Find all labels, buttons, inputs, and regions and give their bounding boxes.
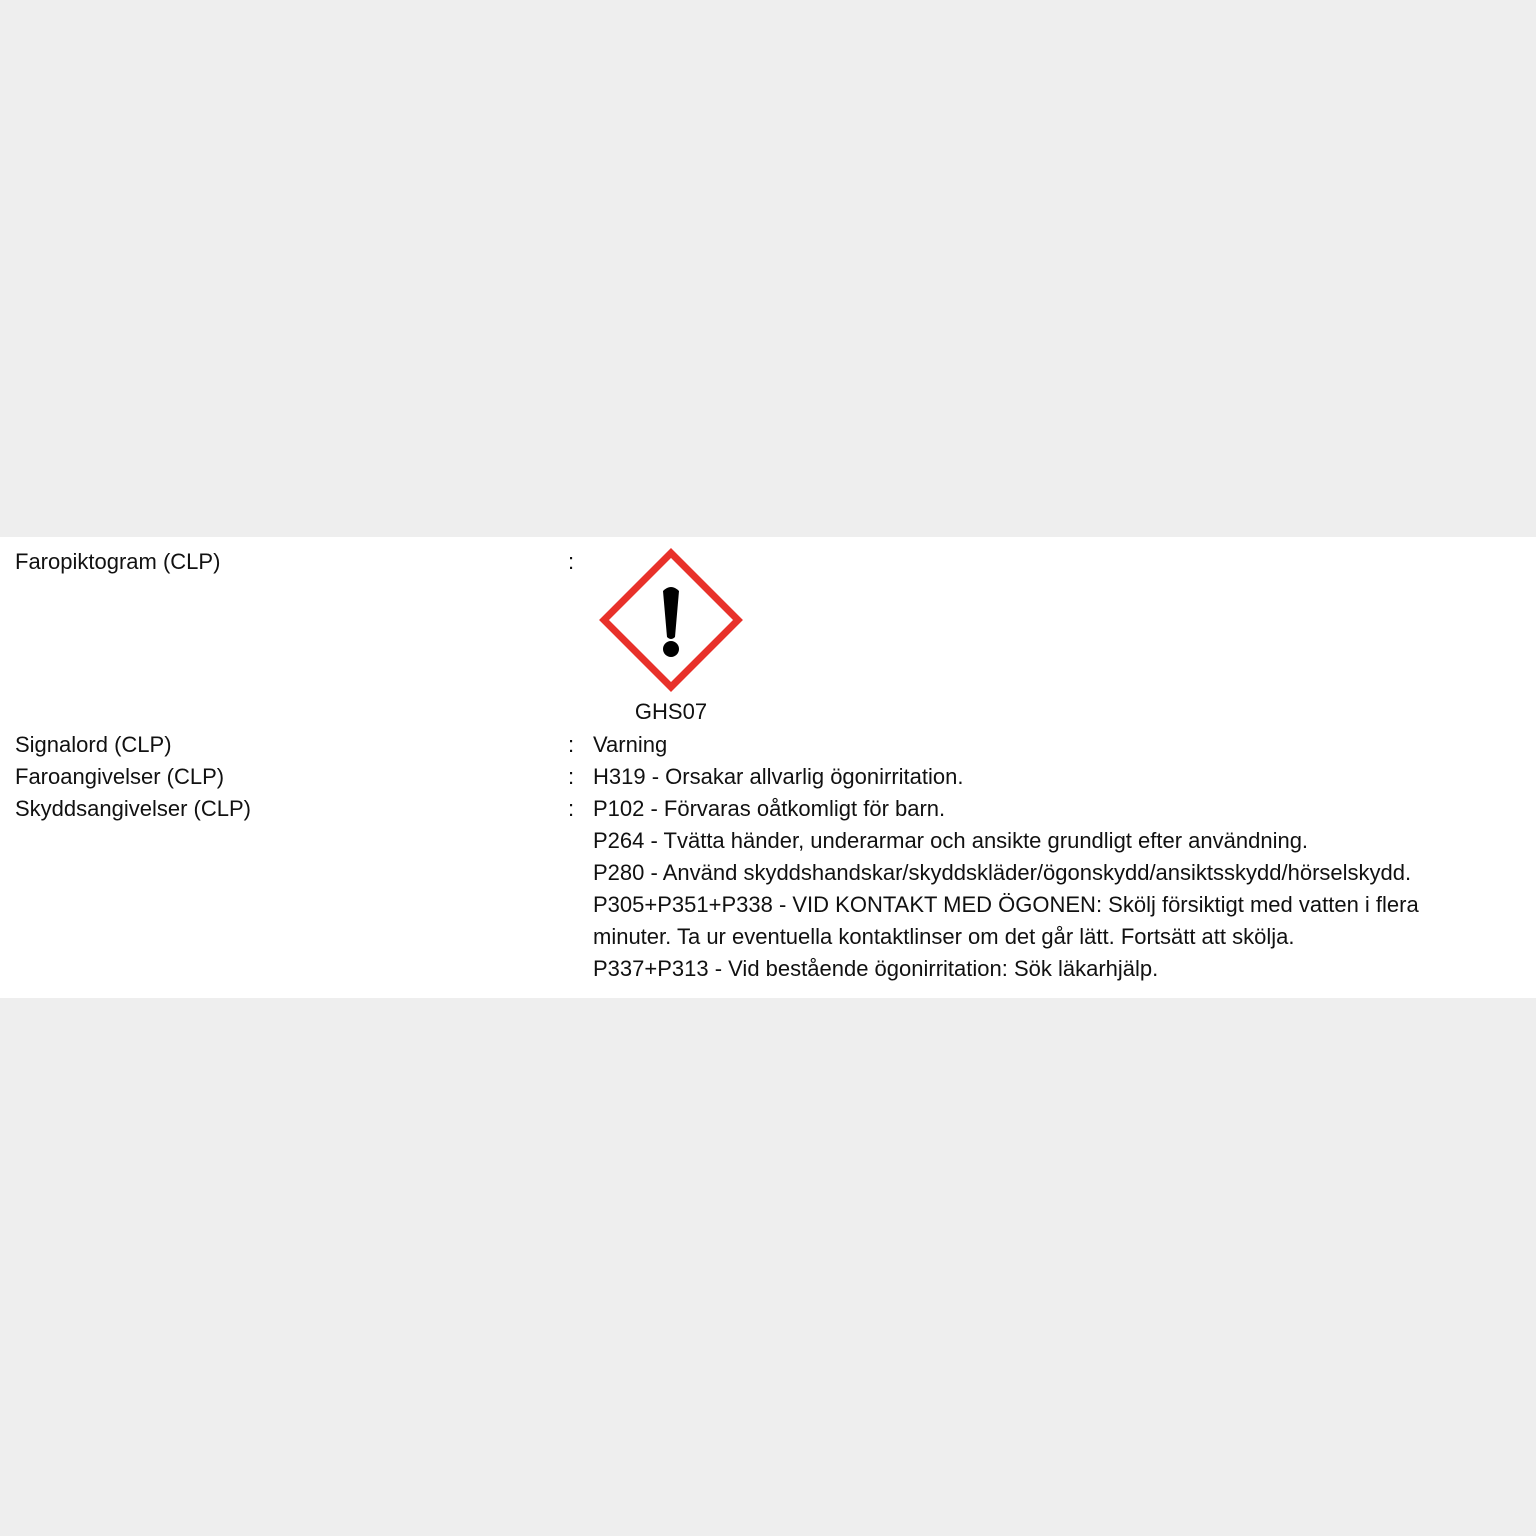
precautionary-statements-label: Skyddsangivelser (CLP)	[15, 796, 251, 821]
label-elements-section	[0, 537, 1536, 998]
precautionary-statements-colon: :	[568, 796, 575, 821]
precautionary-statement: P337+P313 - Vid bestående ögonirritation: Sök läkarhjälp.	[593, 956, 1159, 981]
signal-word-value: Varning	[593, 732, 668, 757]
precautionary-statement: P264 - Tvätta händer, underarmar och ansikte grundligt efter användning.	[593, 828, 1309, 853]
pictogram-label: Faropiktogram (CLP)	[15, 549, 221, 574]
precautionary-statement: P102 - Förvaras oåtkomligt för barn.	[593, 796, 946, 821]
hazard-statements-colon: :	[568, 764, 575, 789]
precautionary-statement: P305+P351+P338 - VID KONTAKT MED ÖGONEN: Skölj försiktigt med vatten i flera minuter. Ta ur eventuella kontaktlinser om det går lätt. Fortsätt att skölja.	[593, 892, 1419, 949]
signal-word-colon: :	[568, 732, 575, 757]
exclamation-mark-hazard-icon	[596, 545, 746, 695]
hazard-statement: H319 - Orsakar allvarlig ögonirritation.	[593, 764, 964, 789]
hazard-statements-label: Faroangivelser (CLP)	[15, 764, 225, 789]
exclamation-dot	[663, 641, 679, 657]
pictogram-colon: :	[568, 549, 575, 574]
pictogram-code: GHS07	[634, 699, 708, 724]
ghs07-diamond	[596, 545, 746, 695]
hazard-statements-list	[593, 761, 1493, 793]
signal-word-label: Signalord (CLP)	[15, 732, 172, 757]
precautionary-statement: P280 - Använd skyddshandskar/skyddskläder/ögonskydd/ansiktsskydd/hörselskydd.	[593, 860, 1412, 885]
precautionary-statements-list	[593, 793, 1493, 985]
